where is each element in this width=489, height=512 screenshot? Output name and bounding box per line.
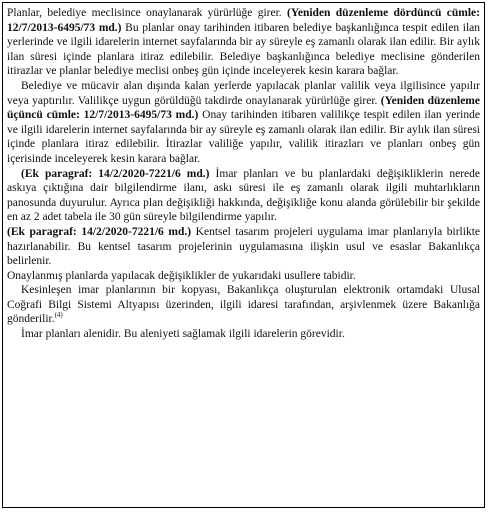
paragraph-text: Bu planlar onay tarihinden itibaren belediye başkanlığınca tespit edilen ilan yerlerinde ve ilgili idarelerin internet sayfalarında bir ay süreyle eş zamanlı olarak ilan edilir. Bir aylık ilan süresi içinde planlara itiraz edilebilir. Belediye başkanlığınca belediye meclisine gönderilen itirazlar ve planlar belediye meclisi onbeş gün içinde inceleyerek kesin karara bağlar. [7,21,480,78]
paragraph-text: Onaylanmış planlarda yapılacak değişiklikler de yukarıdaki usullere tabidir. [7,269,356,282]
amendment-note: (Ek paragraf: 14/2/2020-7221/6 md.) [7,225,192,238]
paragraph-text: Kentsel tasarım projeleri uygulama imar planlarıyla birlikte hazırlanabilir. Bu kentsel tasarım projelerinin uygulamasına ilişkin usul ve esaslar Bakanlıkça belirlenir. [7,225,480,268]
paragraph [7,283,480,327]
paragraph [7,225,480,269]
paragraph [7,79,480,167]
paragraph-text: Onay tarihinden itibaren valilikçe tespit edilen ilan yerinde ve ilgili idarelerin internet sayfalarında bir ay süreyle eş zamanlı olarak ilan edilir. Bir aylık ilan süresi içinde planlara itiraz edilebilir. İtirazlar valiliğe yapılır, valilik itirazları ve planları onbeş gün içerisinde inceleyerek kesin karara bağlar. [7,109,480,165]
paragraph-text: Belediye ve mücavir alan dışında kalan yerlerde yapılacak planlar valilik veya ilgilisince yapılır veya yaptırılır. Valilikçe uygun görüldüğü takdirde onaylanarak yürürlüğe girer. [7,79,480,107]
paragraph [7,269,480,284]
document-body [7,6,480,342]
amendment-note: (Ek paragraf: 14/2/2020-7221/6 md.) [21,167,210,180]
footnote-marker: (4) [54,311,63,320]
paragraph [7,167,480,225]
paragraph-text: İmar planları ve bu planlardaki değişikliklerin nerede askıya çıktığına dair bilgilendirme ilanı, askı süresi ile eş zamanlı olarak ilgili muhtarlıkların panosunda duyurulur. Ayrıca plan değişikliği hakkında, değişikliğe konu alanda görülebilir bir şekilde en az 2 adet tabela ile 30 gün süreyle bilgilendirme yapılır. [7,167,480,224]
paragraph [7,6,480,79]
paragraph-text: İmar planları alenidir. Bu aleniyeti sağlamak ilgili idarelerin görevidir. [21,328,345,341]
document-frame [2,2,485,508]
amendment-note: (Yeniden düzenleme üçüncü cümle: 12/7/2013-6495/73 md.) [7,94,480,122]
paragraph [7,327,480,342]
amendment-note: (Yeniden düzenleme dördüncü cümle: 12/7/2013-6495/73 md.) [7,7,480,34]
paragraph-text: Planlar, belediye meclisince onaylanarak yürürlüğe girer. [7,7,287,19]
paragraph-text: Kesinleşen imar planlarının bir kopyası, Bakanlıkça oluşturulan elektronik ortamdaki Ulusal Coğrafi Bilgi Sistemi Altyapısı üzerinden, ilgili idaresi tarafından, arşivlenmek üzere Bakanlığa gönderilir. [7,284,480,326]
